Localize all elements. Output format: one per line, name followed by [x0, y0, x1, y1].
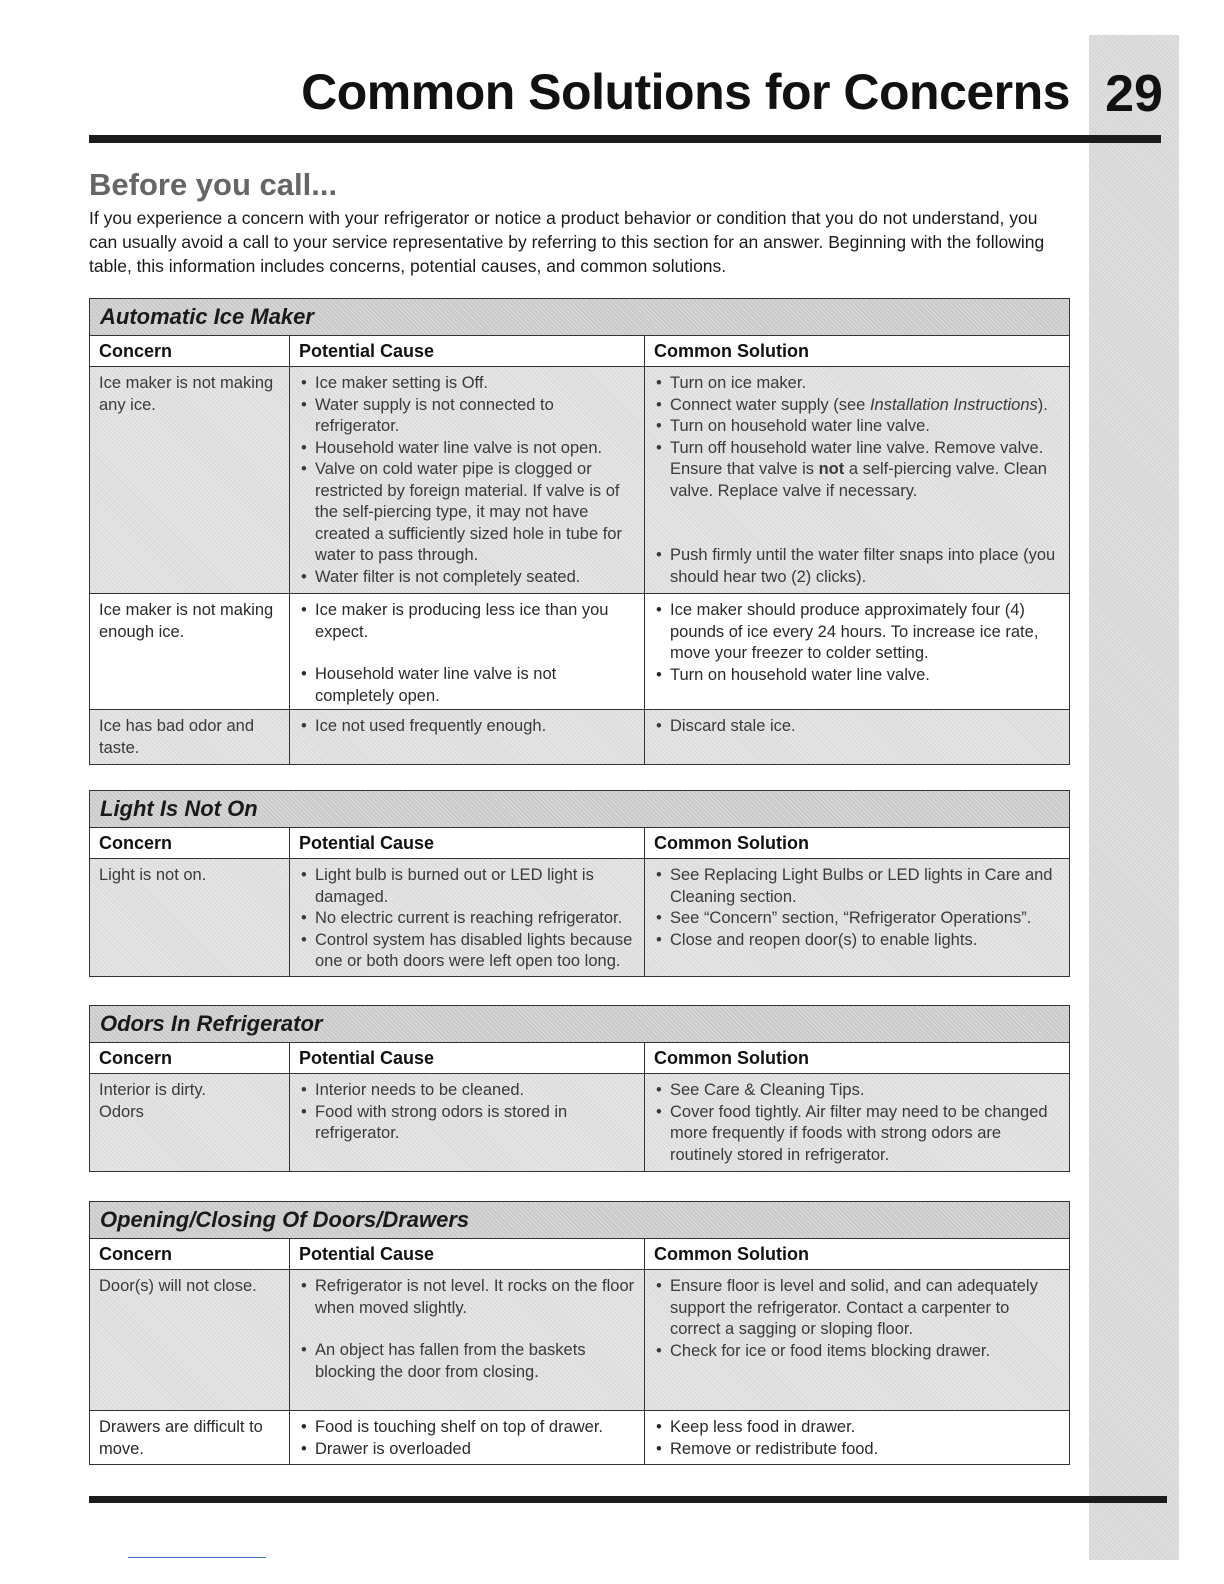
table-row — [90, 1270, 1069, 1411]
list-item: • Household water line valve is not completely open. — [299, 664, 636, 707]
list-item: • Ensure floor is level and solid, and can adequately support the refrigerator. Contact a carpenter to correct a sagging or sloping floor. — [654, 1276, 1061, 1341]
list-item: • An object has fallen from the baskets blocking the door from closing. — [299, 1340, 636, 1383]
list-item: • Water supply is not connected to refrigerator. — [299, 395, 636, 438]
concern-line: Odors — [99, 1102, 144, 1121]
table-row — [90, 859, 1069, 976]
list-item: • Water filter is not completely seated. — [299, 567, 636, 589]
table-light — [89, 790, 1070, 977]
concern-cell: Ice maker is not making any ice. — [90, 367, 290, 593]
concern-cell: Light is not on. — [90, 859, 290, 976]
list-item: • Valve on cold water pipe is clogged or restricted by foreign material. If valve is of the self-piercing type, it may not have created a sufficiently sized hole in tube for water to pass through. — [299, 459, 636, 567]
header-concern: Concern — [90, 1239, 290, 1269]
list-item: • Household water line valve is not open. — [299, 438, 636, 460]
cause-cell — [290, 710, 645, 764]
text-span: a self-piercing valve. Clean valve. Replace valve if necessary. — [670, 460, 1047, 500]
list-item: • Check for ice or food items blocking drawer. — [654, 1341, 1061, 1363]
concern-cell — [90, 1074, 290, 1171]
list-item: • Ice not used frequently enough. — [299, 716, 636, 738]
list-item: • No electric current is reaching refrigerator. — [299, 908, 636, 930]
solution-cell — [645, 1270, 1069, 1410]
text-span: ). — [1037, 395, 1048, 414]
table-title: Light Is Not On — [90, 791, 1069, 828]
list-item: • See “Concern” section, “Refrigerator Operations”. — [654, 908, 1061, 930]
cause-cell — [290, 1411, 645, 1464]
cause-cell — [290, 367, 645, 593]
cause-cell — [290, 594, 645, 709]
section-heading: Before you call... — [89, 167, 338, 202]
list-item: • Ice maker should produce approximately four (4) pounds of ice every 24 hours. To increase ice rate, move your freezer to colder setting. — [654, 600, 1061, 665]
header-solution: Common Solution — [654, 833, 809, 853]
list-item: • Close and reopen door(s) to enable lights. — [654, 930, 1061, 952]
list-item: • See Replacing Light Bulbs or LED lights in Care and Cleaning section. — [654, 865, 1061, 908]
header-solution: Common Solution — [654, 341, 809, 361]
list-item: • Remove or redistribute food. — [654, 1439, 1061, 1461]
side-tab-strip — [1089, 35, 1179, 1560]
list-item: • Refrigerator is not level. It rocks on the floor when moved slightly. — [299, 1276, 636, 1319]
list-item: • Control system has disabled lights because one or both doors were left open too long. — [299, 930, 636, 973]
list-item: • Keep less food in drawer. — [654, 1417, 1061, 1439]
text-span: Turn off household water line valve. Remove valve. Ensure that valve is — [670, 438, 1044, 478]
list-item: • Turn on ice maker. — [654, 373, 1061, 395]
concern-line: Interior is dirty. — [99, 1081, 206, 1099]
solution-cell — [645, 1074, 1069, 1171]
header-concern: Concern — [90, 1043, 290, 1073]
page-number: 29 — [1105, 65, 1163, 123]
list-item: • Interior needs to be cleaned. — [299, 1080, 636, 1102]
table-title: Automatic Ice Maker — [90, 299, 1069, 336]
table-header — [90, 336, 1069, 367]
list-item: • Food with strong odors is stored in refrigerator. — [299, 1102, 636, 1145]
header-concern: Concern — [90, 336, 290, 366]
solution-cell — [645, 1411, 1069, 1464]
table-row — [90, 710, 1069, 764]
concern-cell: Drawers are difficult to move. — [90, 1411, 290, 1464]
concern-cell: Ice has bad odor and taste. — [90, 710, 290, 764]
text-span: Connect water supply (see — [670, 395, 870, 414]
header-cause: Potential Cause — [290, 1239, 645, 1269]
top-divider — [89, 135, 1161, 143]
concern-cell: Ice maker is not making enough ice. — [90, 594, 290, 709]
table-row — [90, 1074, 1069, 1171]
list-item — [654, 438, 1061, 503]
table-title: Odors In Refrigerator — [90, 1006, 1069, 1043]
solution-cell — [645, 594, 1069, 709]
footer-link-underline — [128, 1557, 266, 1558]
cause-cell — [290, 859, 645, 976]
table-ice-maker — [89, 298, 1070, 765]
header-solution: Common Solution — [654, 1048, 809, 1068]
page-title: Common Solutions for Concerns — [301, 64, 1070, 120]
intro-paragraph: If you experience a concern with your refrigerator or notice a product behavior or condition that you do not understand, you can usually avoid a call to your service representative by referring to this section for an answer. Beginning with the following table, this information includes concerns, potential causes, and common solutions. — [89, 208, 1045, 276]
list-item: • Ice maker setting is Off. — [299, 373, 636, 395]
cause-cell — [290, 1270, 645, 1410]
list-item: • Drawer is overloaded — [299, 1439, 636, 1461]
header-cause: Potential Cause — [290, 336, 645, 366]
list-item: • Light bulb is burned out or LED light is damaged. — [299, 865, 636, 908]
header-concern: Concern — [90, 828, 290, 858]
list-item: • Turn on household water line valve. — [654, 665, 1061, 687]
table-title: Opening/Closing Of Doors/Drawers — [90, 1202, 1069, 1239]
list-item: • Cover food tightly. Air filter may need to be changed more frequently if foods with strong odors are routinely stored in refrigerator. — [654, 1102, 1061, 1167]
table-row — [90, 367, 1069, 594]
table-doors-drawers — [89, 1201, 1070, 1465]
list-item: • See Care & Cleaning Tips. — [654, 1080, 1061, 1102]
list-item: • Turn on household water line valve. — [654, 416, 1061, 438]
table-odors — [89, 1005, 1070, 1172]
table-header — [90, 1239, 1069, 1270]
cause-cell — [290, 1074, 645, 1171]
solution-cell — [645, 367, 1069, 593]
list-item: • Ice maker is producing less ice than you expect. — [299, 600, 636, 643]
italic-ref: Installation Instructions — [869, 395, 1038, 414]
solution-cell — [645, 859, 1069, 976]
list-item: • Food is touching shelf on top of drawer. — [299, 1417, 636, 1439]
solution-cell — [645, 710, 1069, 764]
bottom-divider — [89, 1496, 1167, 1503]
table-row — [90, 1411, 1069, 1464]
table-header — [90, 828, 1069, 859]
list-item: • Push firmly until the water filter snaps into place (you should hear two (2) clicks). — [654, 545, 1061, 588]
table-row — [90, 594, 1069, 710]
list-item — [654, 395, 1061, 417]
concern-cell: Door(s) will not close. — [90, 1270, 290, 1410]
header-cause: Potential Cause — [290, 828, 645, 858]
header-cause: Potential Cause — [290, 1043, 645, 1073]
bold-word: not — [818, 460, 845, 478]
header-solution: Common Solution — [654, 1244, 809, 1264]
list-item: • Discard stale ice. — [654, 716, 1061, 738]
table-header — [90, 1043, 1069, 1074]
